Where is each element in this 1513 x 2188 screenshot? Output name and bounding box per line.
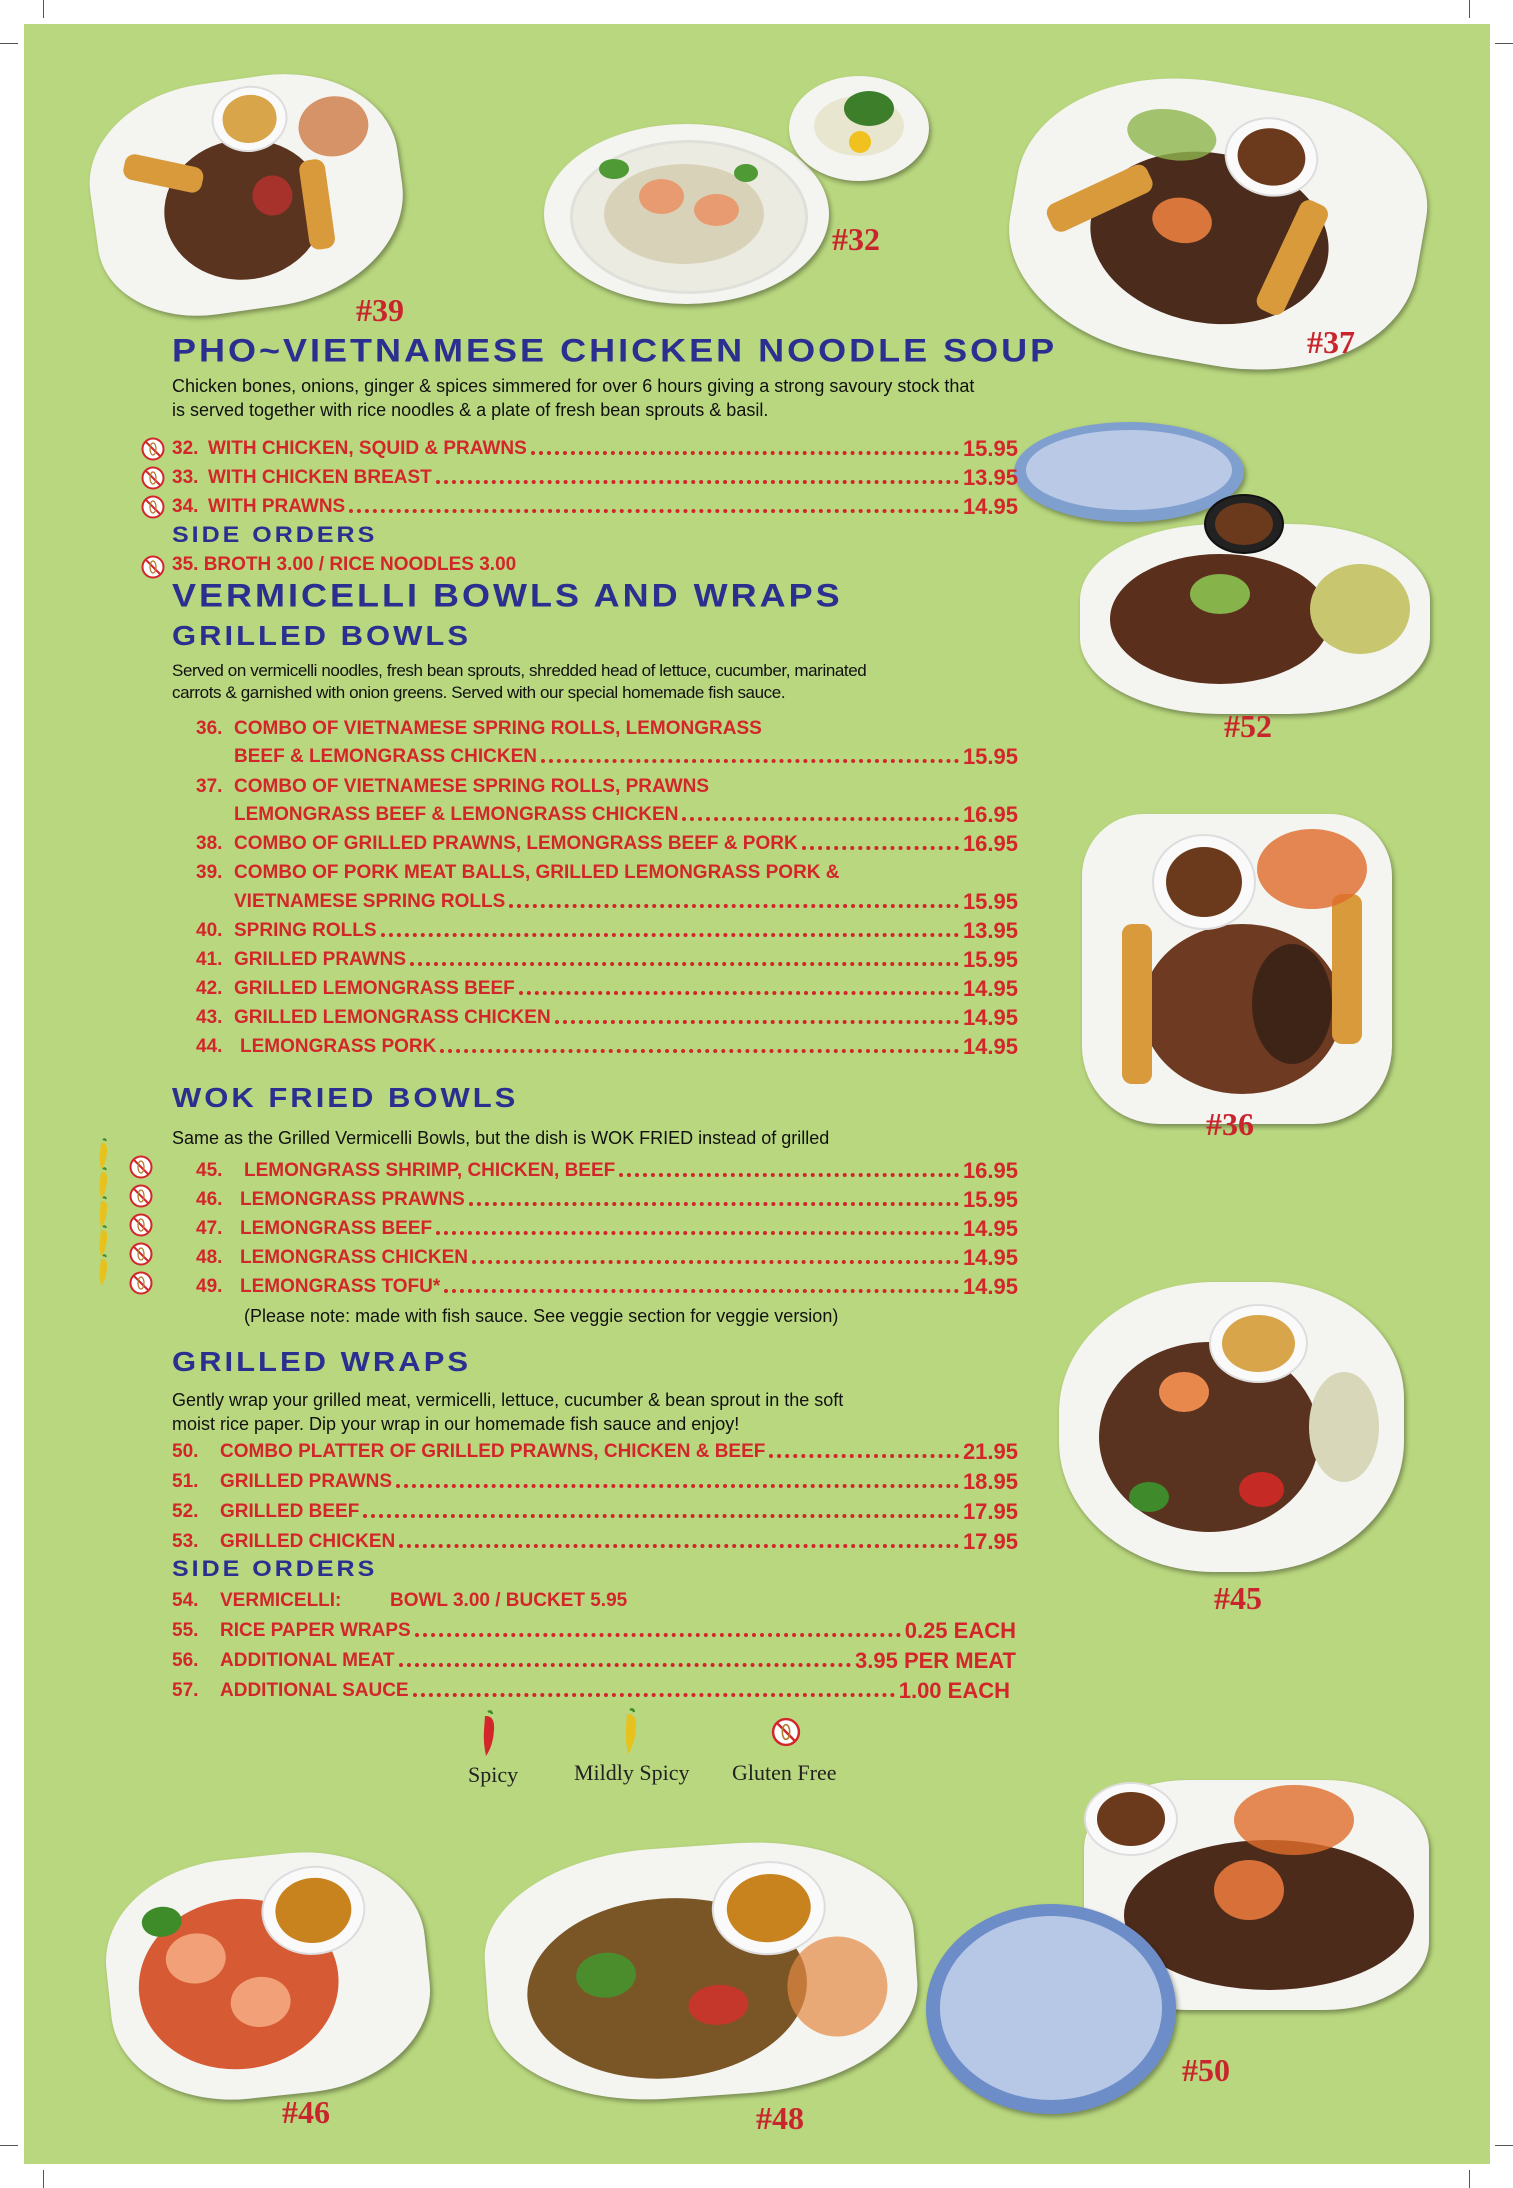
gluten-free-icon <box>770 1716 802 1748</box>
photo-label-37: #37 <box>1307 324 1355 360</box>
photo-label-39: #39 <box>356 292 404 328</box>
menu-item-57: 57. ADDITIONAL SAUCE 1.00 EACH <box>172 1678 1010 1703</box>
legend-mildly-spicy: Mildly Spicy <box>574 1760 690 1785</box>
dish-photo-32 <box>544 124 829 304</box>
menu-item-42: 42. GRILLED LEMONGRASS BEEF 14.95 <box>196 976 1018 1001</box>
dish-photo-37 <box>991 51 1443 398</box>
menu-item-36: 36. COMBO OF VIETNAMESE SPRING ROLLS, LEMONGRASS <box>196 718 762 739</box>
yellow-pepper-icon <box>620 1708 642 1756</box>
menu-item-43: 43. GRILLED LEMONGRASS CHICKEN 14.95 <box>196 1005 1018 1030</box>
section-title-wok-fried: WOK FRIED BOWLS <box>172 1082 519 1114</box>
crop-mark <box>43 2170 44 2188</box>
photo-label-48: #48 <box>756 2100 804 2136</box>
section-title-pho: PHO~VIETNAMESE CHICKEN NOODLE SOUP <box>172 332 1058 369</box>
menu-item-39-cont: VIETNAMESE SPRING ROLLS 15.95 <box>234 889 1018 914</box>
crop-mark <box>1495 43 1513 44</box>
menu-item-34: 34. WITH PRAWNS 14.95 <box>172 494 1018 519</box>
dish-photo-32-side <box>789 76 929 181</box>
gluten-free-icon <box>140 465 166 491</box>
dish-photo-50-ricepaper <box>926 1904 1176 2114</box>
menu-item-46: 46. LEMONGRASS PRAWNS 15.95 <box>196 1187 1018 1212</box>
menu-item-51: 51. GRILLED PRAWNS 18.95 <box>172 1469 1018 1494</box>
gluten-free-icon <box>128 1154 154 1180</box>
menu-item-32: 32. WITH CHICKEN, SQUID & PRAWNS 15.95 <box>172 436 1018 461</box>
crop-mark <box>1469 0 1470 18</box>
menu-page <box>24 24 1490 2164</box>
legend-spicy: Spicy <box>468 1762 519 1787</box>
menu-item-56: 56. ADDITIONAL MEAT 3.95 PER MEAT <box>172 1648 1016 1673</box>
menu-item-54: 54. VERMICELLI: BOWL 3.00 / BUCKET 5.95 <box>172 1590 628 1611</box>
side-orders-title: SIDE ORDERS <box>172 1556 378 1582</box>
crop-mark <box>43 0 44 18</box>
photo-label-50: #50 <box>1182 2052 1230 2088</box>
gluten-free-icon <box>128 1270 154 1296</box>
menu-item-38: 38. COMBO OF GRILLED PRAWNS, LEMONGRASS BEEF & PORK 16.95 <box>196 831 1018 856</box>
menu-item-49: 49. LEMONGRASS TOFU* 14.95 <box>196 1274 1018 1299</box>
menu-item-47: 47. LEMONGRASS BEEF 14.95 <box>196 1216 1018 1241</box>
gluten-free-icon <box>140 494 166 520</box>
gluten-free-icon <box>128 1241 154 1267</box>
photo-label-45: #45 <box>1214 1580 1262 1616</box>
dish-photo-39 <box>78 59 417 330</box>
yellow-pepper-icon <box>96 1254 112 1288</box>
gluten-free-icon <box>140 436 166 462</box>
photo-label-52: #52 <box>1224 708 1272 744</box>
section-title-grilled-wraps: GRILLED WRAPS <box>172 1346 472 1378</box>
dish-photo-46 <box>96 1840 439 2112</box>
menu-item-52: 52. GRILLED BEEF 17.95 <box>172 1499 1018 1524</box>
pho-description: Chicken bones, onions, ginger & spices simmered for over 6 hours giving a strong savoury stock that is served together with rice noodles & a plate of fresh bean sprouts & basil. <box>172 376 975 420</box>
menu-item-37-cont: LEMONGRASS BEEF & LEMONGRASS CHICKEN 16.95 <box>234 802 1018 827</box>
side-orders-title: SIDE ORDERS <box>172 522 378 548</box>
section-title-vermicelli: VERMICELLI BOWLS AND WRAPS <box>172 577 843 614</box>
gluten-free-icon <box>140 554 166 580</box>
crop-mark <box>0 2145 18 2146</box>
menu-item-44: 44. LEMONGRASS PORK 14.95 <box>196 1034 1018 1059</box>
gluten-free-icon <box>128 1183 154 1209</box>
menu-item-48: 48. LEMONGRASS CHICKEN 14.95 <box>196 1245 1018 1270</box>
crop-mark <box>1495 2145 1513 2146</box>
menu-item-33: 33. WITH CHICKEN BREAST 13.95 <box>172 465 1018 490</box>
sauce-bowl <box>1084 1782 1178 1856</box>
photo-label-32: #32 <box>832 221 880 257</box>
menu-item-41: 41. GRILLED PRAWNS 15.95 <box>196 947 1018 972</box>
legend-gluten-free: Gluten Free <box>732 1760 837 1785</box>
crop-mark <box>1469 2170 1470 2188</box>
menu-item-39: 39. COMBO OF PORK MEAT BALLS, GRILLED LEMONGRASS PORK & <box>196 862 840 883</box>
dish-photo-48 <box>478 1831 924 2110</box>
menu-item-36-cont: BEEF & LEMONGRASS CHICKEN 15.95 <box>234 744 1018 769</box>
menu-item-40: 40. SPRING ROLLS 13.95 <box>196 918 1018 943</box>
sauce-bowl <box>1204 494 1284 554</box>
wraps-description: Gently wrap your grilled meat, vermicelli, lettuce, cucumber & bean sprout in the soft moist rice paper. Dip your wrap in our homemade fish sauce and enjoy! <box>172 1390 844 1434</box>
dish-photo-45 <box>1059 1282 1404 1572</box>
menu-item-53: 53. GRILLED CHICKEN 17.95 <box>172 1529 1018 1554</box>
crop-mark <box>0 43 18 44</box>
wok-note: (Please note: made with fish sauce. See veggie section for veggie version) <box>244 1306 839 1326</box>
menu-item-45: 45. LEMONGRASS SHRIMP, CHICKEN, BEEF 16.95 <box>196 1158 1018 1183</box>
menu-item-37: 37. COMBO OF VIETNAMESE SPRING ROLLS, PRAWNS <box>196 776 710 797</box>
menu-item-55: 55. RICE PAPER WRAPS 0.25 EACH <box>172 1618 1016 1643</box>
gluten-free-icon <box>128 1212 154 1238</box>
photo-label-46: #46 <box>282 2094 330 2130</box>
vermicelli-description: Served on vermicelli noodles, fresh bean sprouts, shredded head of lettuce, cucumber, marinated carrots & garnished with onion greens. Served with our special homemade fish sauce. <box>172 661 867 702</box>
dish-photo-36 <box>1082 814 1392 1124</box>
wok-description: Same as the Grilled Vermicelli Bowls, but the dish is WOK FRIED instead of grilled <box>172 1128 830 1148</box>
menu-item-50: 50. COMBO PLATTER OF GRILLED PRAWNS, CHICKEN & BEEF 21.95 <box>172 1439 1018 1464</box>
menu-item-35: 35. BROTH 3.00 / RICE NOODLES 3.00 <box>172 554 517 575</box>
section-subtitle-grilled-bowls: GRILLED BOWLS <box>172 620 472 652</box>
photo-label-36: #36 <box>1206 1106 1254 1142</box>
red-pepper-icon <box>478 1710 500 1758</box>
